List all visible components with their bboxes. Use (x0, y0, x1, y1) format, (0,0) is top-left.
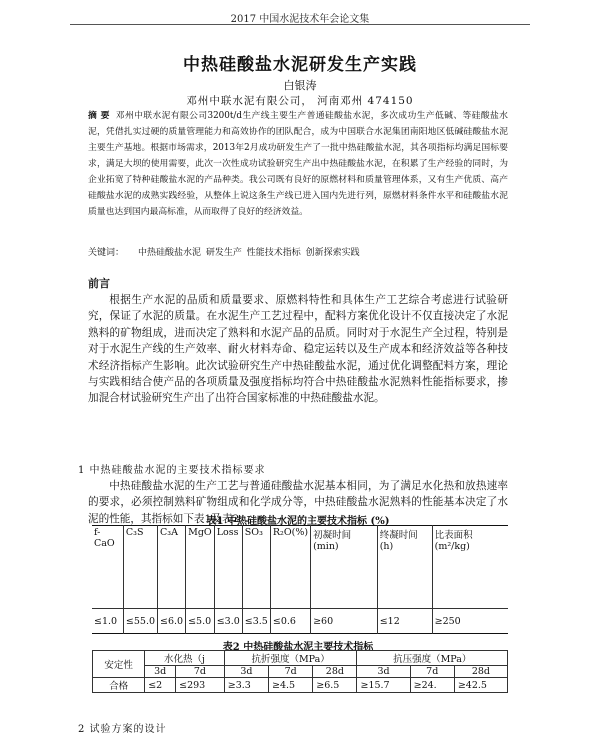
table2-cell: ≥6.5 (313, 678, 357, 693)
table2-header-stability: 安定性 (93, 651, 145, 678)
table1-caption: 表1 中热硅酸盐水泥的主要技术指标 (%) (206, 516, 390, 527)
table2-cell: ≥3.3 (224, 678, 268, 693)
author-affiliation: 邓州中联水泥有限公司， 河南邓州 474150 (186, 95, 414, 107)
table2-cell: ≤2 (145, 678, 176, 693)
table1-cell: ≤12 (377, 609, 432, 634)
table2-age: 28d (454, 666, 507, 678)
keywords-text: 中热硅酸盐水泥 研发生产 性能技术指标 创新探索实践 (138, 248, 360, 258)
table2-age: 7d (410, 666, 454, 678)
table2-row-label: 合格 (93, 678, 145, 693)
table2-cell: ≥24. (410, 678, 454, 693)
table1-header-row (92, 526, 508, 609)
table1-header: C₃A (158, 526, 186, 609)
table2-header-compressive: 抗压强度（MPa） (357, 651, 508, 666)
table2-age-row (93, 666, 508, 678)
table2-age: 3d (224, 666, 268, 678)
table1-header: f-CaO (94, 527, 115, 549)
keywords (88, 245, 508, 258)
table2-header-flexural: 抗折强度（MPa） (224, 651, 357, 666)
table1-cell: ≤6.0 (158, 609, 186, 634)
table1-cell: ≤0.6 (270, 609, 310, 634)
table1-header: 比表面积(m²/kg) (432, 526, 508, 609)
paper-title: 中热硅酸盐水泥研发生产实践 (183, 55, 417, 75)
table1-header: C₃S (123, 526, 157, 609)
table1-cell: ≥60 (311, 609, 378, 634)
table1-header: 终凝时间(h) (377, 526, 432, 609)
table2-cell: ≤293 (176, 678, 225, 693)
table2-caption: 表2 中热硅酸盐水泥主要技术指标 (222, 642, 374, 653)
table2-age: 3d (357, 666, 410, 678)
section1-heading: 1 中热硅酸盐水泥的主要技术指标要求 (78, 465, 266, 476)
table1-header: 初凝时间(min) (311, 526, 378, 609)
table2-cell: ≥42.5 (454, 678, 507, 693)
abstract-label: 摘 要 (88, 111, 110, 121)
table1-cell: ≤3.0 (214, 609, 242, 634)
abstract-text: 邓州中联水泥有限公司3200t/d生产线主要生产普通硅酸盐水泥，多次成功生产低碱、等硅酸盐水泥，凭借扎实过硬的质量管理能力和高效协作的团队配合，成为中国联合水泥集团南阳地区低碱硅酸盐水泥主要生产基地。根据市场需求，2013年2月成功研发生产了一批中热硅酸盐水泥，其各项指标均满足国标要求，满足大坝的使用需要，此次一次性成功试验研究生产出中热硅酸盐水泥，在积累了生产经验的同时，为企业拓宽了特种硅酸盐水泥的产品种类。我公司既有良好的原燃材料和质量管理体系，又有生产优质、高产硅酸盐水泥的成熟实践经验，从整体上说这条生产线已进入国内先进行列，原燃材料条件水平和硅酸盐水泥质量也达到国内最高标准，从而取得了良好的经济效益。 (88, 111, 508, 217)
running-head: 2017 中国水泥技术年会论文集 (230, 14, 370, 25)
table2-header-row (93, 651, 508, 666)
table1-header: MgO (186, 526, 215, 609)
table2-age: 28d (313, 666, 357, 678)
table1-cell: ≤55.0 (123, 609, 157, 634)
table1-cell: ≤1.0 (92, 609, 123, 634)
foreword-paragraph: 根据生产水泥的品质和质量要求、原燃料特性和具体生产工艺综合考虑进行试验研究，保证了水泥的质量。在水泥生产工艺过程中，配料方案优化设计不仅直接决定了水泥熟料的矿物组成，进而决定了熟料和水泥产品的品质。同时对于水泥生产全过程，特别是对于水泥生产线的生产效率、耐火材料寿命、稳定运转以及生产成本和经济效益等各种技术经济指标产生影响。此次试验研究生产中热硅酸盐水泥，通过优化调整配料方案，理论与实践相结合使产品的各项质量及强度指标均符合中热硅酸盐水泥熟料性能指标要求，掺加混合材试验研究生产出了出符合国家标准的中热硅酸盐水泥。 (88, 294, 508, 405)
foreword-heading: 前言 (88, 277, 110, 290)
table1-cell: ≥250 (432, 609, 508, 634)
section1-paragraph: 中热硅酸盐水泥的生产工艺与普通硅酸盐水泥基本相同，为了满足水化热和放热速率的要求，必须控制熟料矿物组成和化学成分等，中热硅酸盐水泥熟料的性能基本决定了水泥的性能，其指标如下表1及表2。 (88, 480, 508, 525)
table2-age: 3d (145, 666, 176, 678)
table1-header: SO₃ (242, 526, 270, 609)
table2-age: 7d (269, 666, 313, 678)
table2-age: 7d (176, 666, 225, 678)
header-rule (70, 24, 530, 25)
table2-cell: ≥4.5 (269, 678, 313, 693)
table2-header-hydration: 水化热（j (145, 651, 225, 666)
table1-header: R₂O(%) (270, 526, 310, 609)
table2-row (93, 678, 508, 693)
table1-cell: ≤3.5 (242, 609, 270, 634)
section2-heading: 2 试验方案的设计 (78, 724, 167, 735)
table1 (92, 525, 508, 634)
abstract (88, 108, 508, 220)
table1-cell: ≤5.0 (186, 609, 215, 634)
table2-cell: ≥15.7 (357, 678, 410, 693)
table1-row (92, 609, 508, 634)
author-name: 白银涛 (283, 79, 317, 92)
table2 (92, 650, 508, 693)
keywords-label: 关键词： (88, 248, 125, 258)
table1-header: Loss (214, 526, 242, 609)
